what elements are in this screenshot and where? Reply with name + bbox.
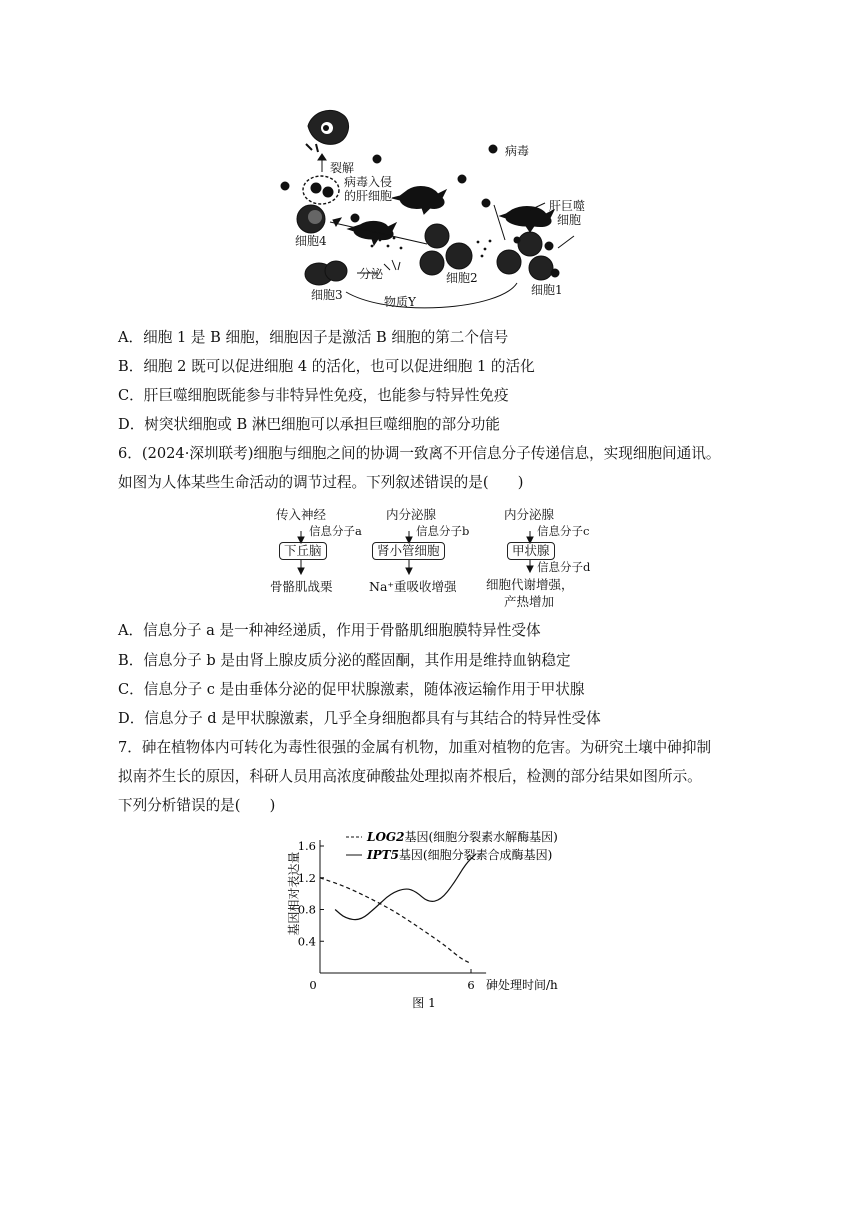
flow-col3-top: 内分泌腺 — [504, 507, 555, 522]
label-macrophage-1: 肝巨噬 — [549, 199, 586, 213]
label-virus: 病毒 — [505, 144, 530, 158]
q7-stem-line3: 下列分析错误的是( ) — [118, 797, 276, 814]
y-tick-label: 0.8 — [297, 902, 316, 917]
flow-col2-box: 肾小管细胞 — [372, 542, 445, 560]
flow-col1-result: 骨骼肌战栗 — [270, 579, 333, 594]
flow-col1-signal: 信息分子a — [309, 524, 362, 538]
label-secrete: 分泌 — [359, 267, 384, 281]
x-tick-label: 0 — [309, 978, 317, 992]
flow-col3-signal: 信息分子c — [537, 524, 590, 538]
q5-option-c: C．肝巨噬细胞既能参与非特异性免疫，也能参与特异性免疫 — [118, 387, 509, 404]
q7-stem-line1: 7．砷在植物体内可转化为毒性很强的金属有机物，加重对植物的危害。为研究土壤中砷抑制 — [118, 739, 712, 756]
label-infected-cell-1: 病毒入侵 — [344, 175, 393, 189]
y-axis-label: 基因相对表达量 — [287, 851, 301, 936]
label-cell1: 细胞1 — [531, 283, 563, 297]
immune-diagram-graphic — [0, 0, 860, 320]
q6-option-b: B．信息分子 b 是由肾上腺皮质分泌的醛固酮，其作用是维持血钠稳定 — [118, 652, 571, 669]
x-tick-label: 6 — [467, 978, 475, 992]
label-cell2: 细胞2 — [446, 271, 478, 285]
q5-option-a: A．细胞 1 是 B 细胞，细胞因子是激活 B 细胞的第二个信号 — [118, 329, 509, 346]
q5-option-d: D．树突状细胞或 B 淋巴细胞可以承担巨噬细胞的部分功能 — [118, 416, 500, 433]
flow-col1-top: 传入神经 — [276, 507, 327, 522]
flow-col3-signal2: 信息分子d — [537, 560, 591, 574]
flow-col2-signal: 信息分子b — [416, 524, 470, 538]
flow-col3-box: 甲状腺 — [507, 542, 555, 560]
legend-ipt5: IPT5基因(细胞分裂素合成酶基因) — [367, 848, 553, 862]
y-tick-label: 1.2 — [297, 870, 316, 885]
label-cell4: 细胞4 — [295, 234, 327, 248]
flow-col2-top: 内分泌腺 — [386, 507, 437, 522]
q7-stem-line2: 拟南芥生长的原因，科研人员用高浓度砷酸盐处理拟南芥根后，检测的部分结果如图所示。 — [118, 768, 702, 785]
x-axis-label: 砷处理时间/h — [486, 978, 558, 992]
label-cell3: 细胞3 — [311, 288, 343, 302]
series-ipt5-line — [335, 854, 476, 920]
flow-col1-box: 下丘脑 — [279, 542, 327, 560]
flow-col2-result: Na⁺重吸收增强 — [369, 579, 457, 594]
y-tick-label: 0.4 — [297, 934, 316, 949]
q6-option-a: A．信息分子 a 是一种神经递质，作用于骨骼肌细胞膜特异性受体 — [118, 622, 541, 639]
flow-col3-result-1: 细胞代谢增强， — [486, 577, 574, 592]
flow-col3-result-2: 产热增加 — [504, 594, 555, 609]
q6-option-c: C．信息分子 c 是由垂体分泌的促甲状腺激素，随体液运输作用于甲状腺 — [118, 681, 585, 698]
label-macrophage-2: 细胞 — [557, 213, 582, 227]
label-lysis: 裂解 — [330, 161, 355, 175]
q6-stem-line1: 6．(2024·深圳联考)细胞与细胞之间的协调一致离不开信息分子传递信息，实现细胞间通讯。 — [118, 445, 721, 462]
figure-caption: 图 1 — [412, 996, 436, 1010]
q5-option-b: B．细胞 2 既可以促进细胞 4 的活化，也可以促进细胞 1 的活化 — [118, 358, 535, 375]
label-infected-cell-2: 的肝细胞 — [344, 189, 393, 203]
q6-option-d: D．信息分子 d 是甲状腺激素，几乎全身细胞都具有与其结合的特异性受体 — [118, 710, 601, 727]
y-tick-label: 1.6 — [297, 839, 316, 853]
legend-log2: LOG2基因(细胞分裂素水解酶基因) — [367, 830, 558, 844]
q6-stem-line2: 如图为人体某些生命活动的调节过程。下列叙述错误的是( ) — [118, 474, 524, 491]
label-substance-y: 物质Y — [384, 295, 416, 309]
gene-expression-chart — [0, 820, 860, 1040]
macrophage-icon — [392, 187, 446, 214]
